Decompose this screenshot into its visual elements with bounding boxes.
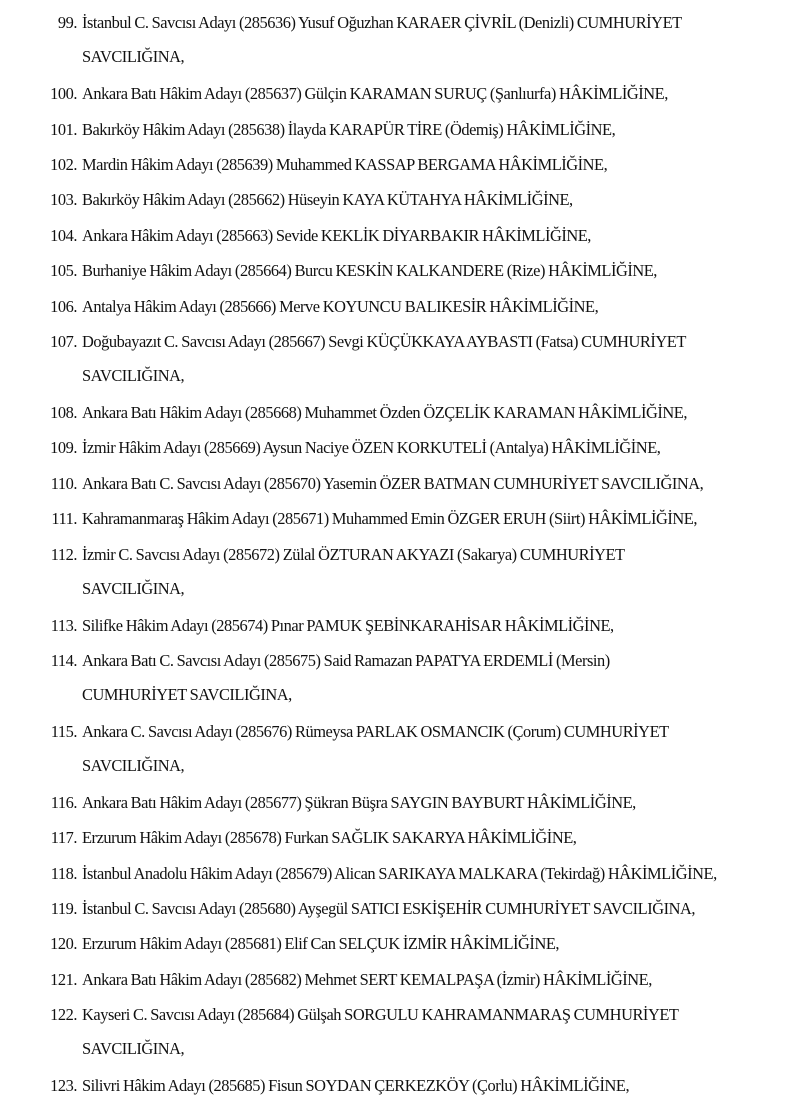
entry-number: 112. bbox=[50, 545, 77, 564]
entry-text: İzmir Hâkim Adayı (285669) Aysun Naciye ÖZEN KORKUTELİ (Antalya) HÂKİMLİĞİNE, bbox=[82, 438, 661, 457]
entry-text: Doğubayazıt C. Savcısı Adayı (285667) Sevgi KÜÇÜKKAYA AYBASTI (Fatsa) CUMHURİYET bbox=[82, 332, 686, 351]
entry-number: 119. bbox=[50, 899, 77, 918]
entry-text: Ankara Batı Hâkim Adayı (285668) Muhammet Özden ÖZÇELİK KARAMAN HÂKİMLİĞİNE, bbox=[82, 403, 687, 422]
entry-number: 108. bbox=[50, 403, 77, 422]
entry-number: 115. bbox=[50, 722, 77, 741]
entry-number: 121. bbox=[50, 970, 77, 989]
entry-text: Kayseri C. Savcısı Adayı (285684) Gülşah SORGULU KAHRAMANMARAŞ CUMHURİYET bbox=[82, 1005, 679, 1024]
entry-text: Erzurum Hâkim Adayı (285681) Elif Can SELÇUK İZMİR HÂKİMLİĞİNE, bbox=[82, 934, 560, 953]
entry-text: Antalya Hâkim Adayı (285666) Merve KOYUNCU BALIKESİR HÂKİMLİĞİNE, bbox=[82, 297, 599, 316]
entry-number: 120. bbox=[50, 934, 77, 953]
entry-text: Burhaniye Hâkim Adayı (285664) Burcu KESKİN KALKANDERE (Rize) HÂKİMLİĞİNE, bbox=[82, 261, 657, 280]
entry-text: Ankara Batı Hâkim Adayı (285637) Gülçin KARAMAN SURUÇ (Şanlıurfa) HÂKİMLİĞİNE, bbox=[82, 84, 668, 103]
entry-number: 109. bbox=[50, 438, 77, 457]
entry-number: 99. bbox=[57, 13, 77, 32]
entry-number: 116. bbox=[50, 793, 77, 812]
entry-text: Ankara C. Savcısı Adayı (285676) Rümeysa PARLAK OSMANCIK (Çorum) CUMHURİYET bbox=[82, 722, 669, 741]
entry-text: İstanbul C. Savcısı Adayı (285680) Ayşegül SATICI ESKİŞEHİR CUMHURİYET SAVCILIĞINA, bbox=[82, 899, 696, 918]
entry-text-continued: SAVCILIĞINA, bbox=[82, 756, 185, 775]
entry-text: Ankara Batı Hâkim Adayı (285682) Mehmet SERT KEMALPAŞA (İzmir) HÂKİMLİĞİNE, bbox=[82, 970, 652, 989]
entry-number: 104. bbox=[50, 226, 77, 245]
entry-text-continued: CUMHURİYET SAVCILIĞINA, bbox=[82, 685, 292, 704]
entry-text-continued: SAVCILIĞINA, bbox=[82, 47, 185, 66]
entry-number: 117. bbox=[50, 828, 77, 847]
entry-text: Kahramanmaraş Hâkim Adayı (285671) Muhammed Emin ÖZGER ERUH (Siirt) HÂKİMLİĞİNE, bbox=[82, 509, 697, 528]
entry-number: 118. bbox=[50, 864, 77, 883]
entry-number: 122. bbox=[50, 1005, 77, 1024]
entry-text: Bakırköy Hâkim Adayı (285662) Hüseyin KAYA KÜTAHYA HÂKİMLİĞİNE, bbox=[82, 190, 573, 209]
entry-text: Silivri Hâkim Adayı (285685) Fisun SOYDAN ÇERKEZKÖY (Çorlu) HÂKİMLİĞİNE, bbox=[82, 1076, 630, 1095]
entry-text-continued: SAVCILIĞINA, bbox=[82, 1039, 185, 1058]
entry-text: İstanbul C. Savcısı Adayı (285636) Yusuf Oğuzhan KARAER ÇİVRİL (Denizli) CUMHURİYET bbox=[82, 13, 682, 32]
entry-number: 101. bbox=[50, 120, 77, 139]
entry-number: 100. bbox=[50, 84, 77, 103]
entry-number: 114. bbox=[50, 651, 77, 670]
entry-text: İzmir C. Savcısı Adayı (285672) Zülal ÖZTURAN AKYAZI (Sakarya) CUMHURİYET bbox=[82, 545, 625, 564]
entry-text: İstanbul Anadolu Hâkim Adayı (285679) Alican SARIKAYA MALKARA (Tekirdağ) HÂKİMLİĞİNE, bbox=[82, 864, 717, 883]
entry-number: 107. bbox=[50, 332, 77, 351]
entry-text: Mardin Hâkim Adayı (285639) Muhammed KASSAP BERGAMA HÂKİMLİĞİNE, bbox=[82, 155, 608, 174]
entry-number: 123. bbox=[50, 1076, 77, 1095]
entry-number: 103. bbox=[50, 190, 77, 209]
entry-number: 110. bbox=[50, 474, 77, 493]
entry-number: 113. bbox=[50, 616, 77, 635]
entry-text-continued: SAVCILIĞINA, bbox=[82, 579, 185, 598]
entry-text: Ankara Batı C. Savcısı Adayı (285675) Said Ramazan PAPATYA ERDEMLİ (Mersin) bbox=[82, 651, 610, 670]
entry-text: Erzurum Hâkim Adayı (285678) Furkan SAĞLIK SAKARYA HÂKİMLİĞİNE, bbox=[82, 828, 577, 847]
entry-number: 106. bbox=[50, 297, 77, 316]
entry-text: Ankara Batı Hâkim Adayı (285677) Şükran Büşra SAYGIN BAYBURT HÂKİMLİĞİNE, bbox=[82, 793, 636, 812]
entry-text: Ankara Batı C. Savcısı Adayı (285670) Yasemin ÖZER BATMAN CUMHURİYET SAVCILIĞINA, bbox=[82, 474, 704, 493]
entry-text-continued: SAVCILIĞINA, bbox=[82, 366, 185, 385]
entry-text: Bakırköy Hâkim Adayı (285638) İlayda KARAPÜR TİRE (Ödemiş) HÂKİMLİĞİNE, bbox=[82, 120, 616, 139]
entry-text: Ankara Hâkim Adayı (285663) Sevide KEKLİK DİYARBAKIR HÂKİMLİĞİNE, bbox=[82, 226, 591, 245]
entry-number: 105. bbox=[50, 261, 77, 280]
entry-number: 111. bbox=[51, 509, 77, 528]
entry-number: 102. bbox=[50, 155, 77, 174]
entry-text: Silifke Hâkim Adayı (285674) Pınar PAMUK ŞEBİNKARAHİSAR HÂKİMLİĞİNE, bbox=[82, 616, 614, 635]
